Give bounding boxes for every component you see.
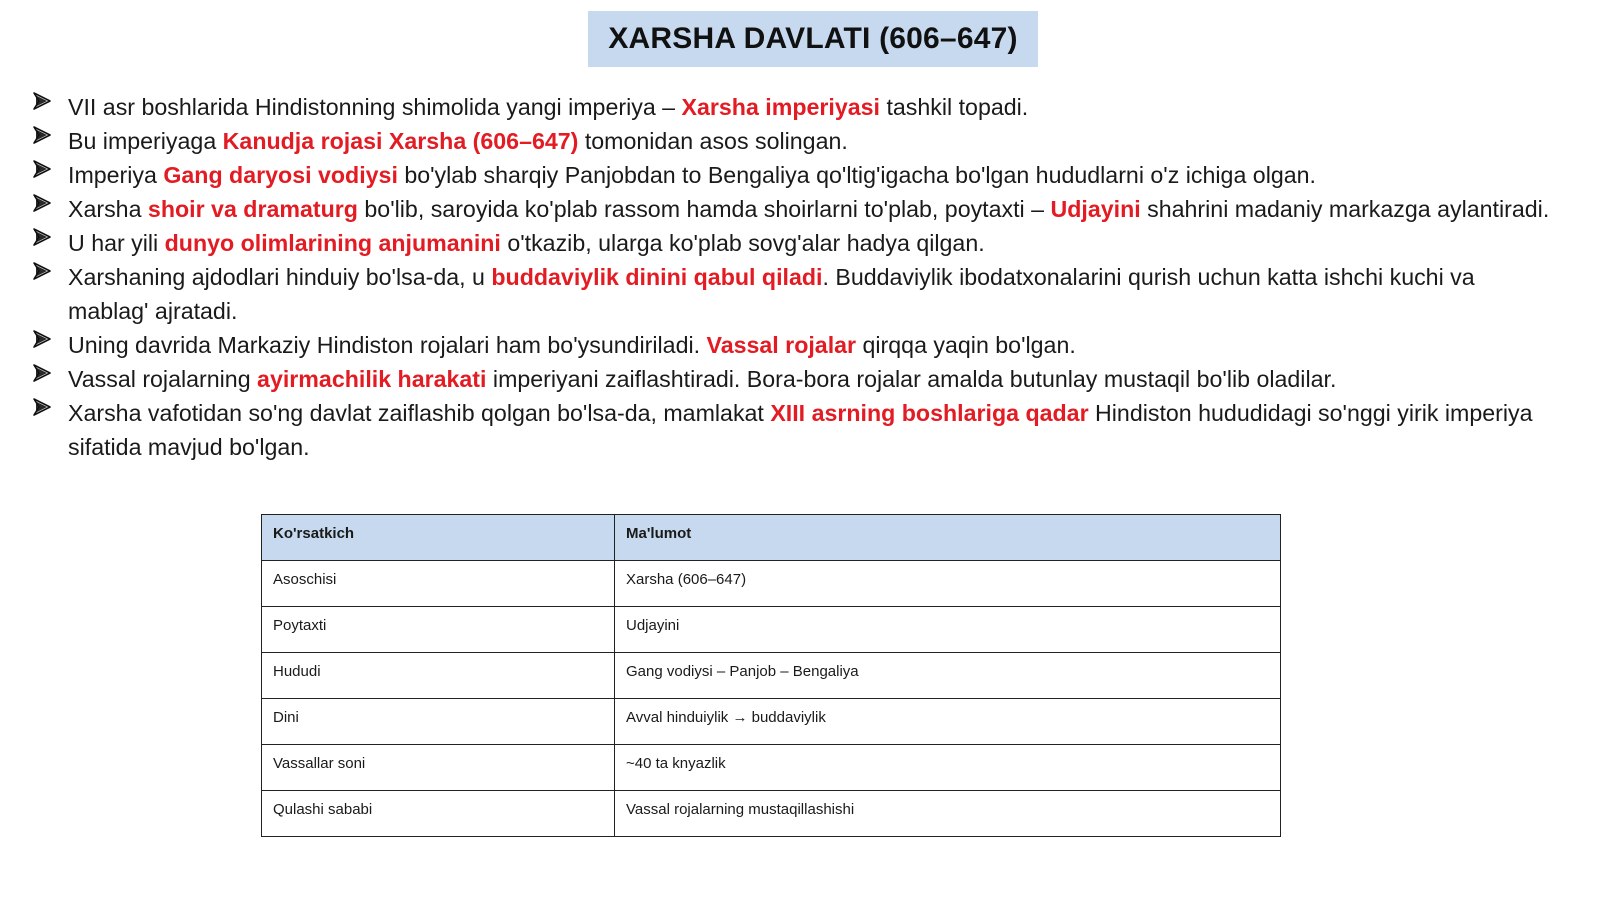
- highlight-text: dunyo olimlarining anjumanini: [164, 230, 501, 256]
- bullet-text: Imperiya: [68, 162, 164, 188]
- highlight-text: Vassal rojalar: [706, 332, 857, 358]
- table-row: [262, 607, 1281, 653]
- bullet-text: Uning davrida Markaziy Hindiston rojalari ham bo'ysundiriladi.: [68, 332, 707, 358]
- table-row: [262, 653, 1281, 699]
- bullet-item: [30, 328, 1560, 362]
- highlight-text: buddaviylik dinini qabul qiladi: [491, 264, 823, 290]
- table-cell-key: Poytaxti: [262, 607, 615, 653]
- table-cell-value: Avval hinduiylik → buddaviylik: [615, 699, 1281, 745]
- table-cell-value: Udjayini: [615, 607, 1281, 653]
- title-banner: [588, 11, 1038, 67]
- highlight-text: shoir va dramaturg: [147, 196, 358, 222]
- table-header-row: [262, 515, 1281, 561]
- table-cell-key: Hududi: [262, 653, 615, 699]
- arrow-bullet-icon: [32, 159, 52, 179]
- bullet-item: [30, 192, 1560, 226]
- table-row: [262, 561, 1281, 607]
- bullet-item: [30, 260, 1560, 328]
- arrow-bullet-icon: [32, 91, 52, 111]
- info-table-wrapper: [261, 514, 1281, 837]
- table-cell-key: Dini: [262, 699, 615, 745]
- bullet-text: VII asr boshlarida Hindistonning shimolida yangi imperiya –: [68, 94, 682, 120]
- arrow-bullet-icon: [32, 329, 52, 349]
- info-table: [261, 514, 1281, 837]
- bullet-text: U har yili: [68, 230, 165, 256]
- bullet-text: bo'lib, saroyida ko'plab rassom hamda shoirlarni to'plab, poytaxti –: [357, 196, 1051, 222]
- bullet-item: [30, 124, 1560, 158]
- bullet-text: o'tkazib, ularga ko'plab sovg'alar hadya qilgan.: [500, 230, 985, 256]
- highlight-text: Gang daryosi vodiysi: [163, 162, 398, 188]
- column-header-info: Ma'lumot: [615, 515, 1281, 561]
- column-header-indicator: Ko'rsatkich: [262, 515, 615, 561]
- highlight-text: XIII asrning boshlariga qadar: [770, 400, 1089, 426]
- bullet-text: tashkil topadi.: [880, 94, 1029, 120]
- bullet-text: bo'ylab sharqiy Panjobdan to Bengaliya qo'ltig'igacha bo'lgan hududlarni o'z ichiga olgan.: [397, 162, 1316, 188]
- bullet-text: shahrini madaniy markazga aylantiradi.: [1140, 196, 1550, 222]
- bullet-text: Hindiston hududidagi so'nggi yirik imperiya sifatida mavjud bo'lgan.: [68, 400, 1533, 460]
- table-cell-key: Vassallar soni: [262, 745, 615, 791]
- table-cell-value: Xarsha (606–647): [615, 561, 1281, 607]
- bullet-item: [30, 396, 1560, 464]
- table-row: [262, 791, 1281, 837]
- bullet-text: Xarsha: [68, 196, 148, 222]
- table-cell-value: ~40 ta knyazlik: [615, 745, 1281, 791]
- page-title: XARSHA DAVLATI (606–647): [608, 22, 1018, 55]
- arrow-bullet-icon: [32, 227, 52, 247]
- bullet-item: [30, 158, 1560, 192]
- arrow-bullet-icon: [32, 125, 52, 145]
- table-cell-key: Asoschisi: [262, 561, 615, 607]
- bullet-text: imperiyani zaiflashtiradi. Bora-bora rojalar amalda butunlay mustaqil bo'lib oladilar.: [486, 366, 1337, 392]
- bullet-list: [30, 90, 1560, 464]
- arrow-bullet-icon: [32, 193, 52, 213]
- bullet-text: Vassal rojalarning: [68, 366, 258, 392]
- bullet-text: Xarsha vafotidan so'ng davlat zaiflashib qolgan bo'lsa-da, mamlakat: [68, 400, 771, 426]
- table-row: [262, 745, 1281, 791]
- arrow-bullet-icon: [32, 261, 52, 281]
- bullet-item: [30, 362, 1560, 396]
- table-cell-value: Vassal rojalarning mustaqillashishi: [615, 791, 1281, 837]
- bullet-item: [30, 90, 1560, 124]
- arrow-bullet-icon: [32, 397, 52, 417]
- highlight-text: Kanudja rojasi Xarsha (606–647): [222, 128, 579, 154]
- bullet-text: tomonidan asos solingan.: [578, 128, 848, 154]
- bullet-item: [30, 226, 1560, 260]
- arrow-bullet-icon: [32, 363, 52, 383]
- table-row: [262, 699, 1281, 745]
- highlight-text: ayirmachilik harakati: [257, 366, 487, 392]
- bullet-text: Xarshaning ajdodlari hinduiy bo'lsa-da, u: [68, 264, 492, 290]
- bullet-text: . Buddaviylik ibodatxonalarini qurish uchun katta ishchi kuchi va mablag' ajratadi.: [68, 264, 1475, 324]
- table-cell-value: Gang vodiysi – Panjob – Bengaliya: [615, 653, 1281, 699]
- highlight-text: Xarsha imperiyasi: [681, 94, 880, 120]
- bullet-text: qirqqa yaqin bo'lgan.: [856, 332, 1076, 358]
- table-cell-key: Qulashi sababi: [262, 791, 615, 837]
- bullet-text: Bu imperiyaga: [68, 128, 223, 154]
- highlight-text: Udjayini: [1050, 196, 1141, 222]
